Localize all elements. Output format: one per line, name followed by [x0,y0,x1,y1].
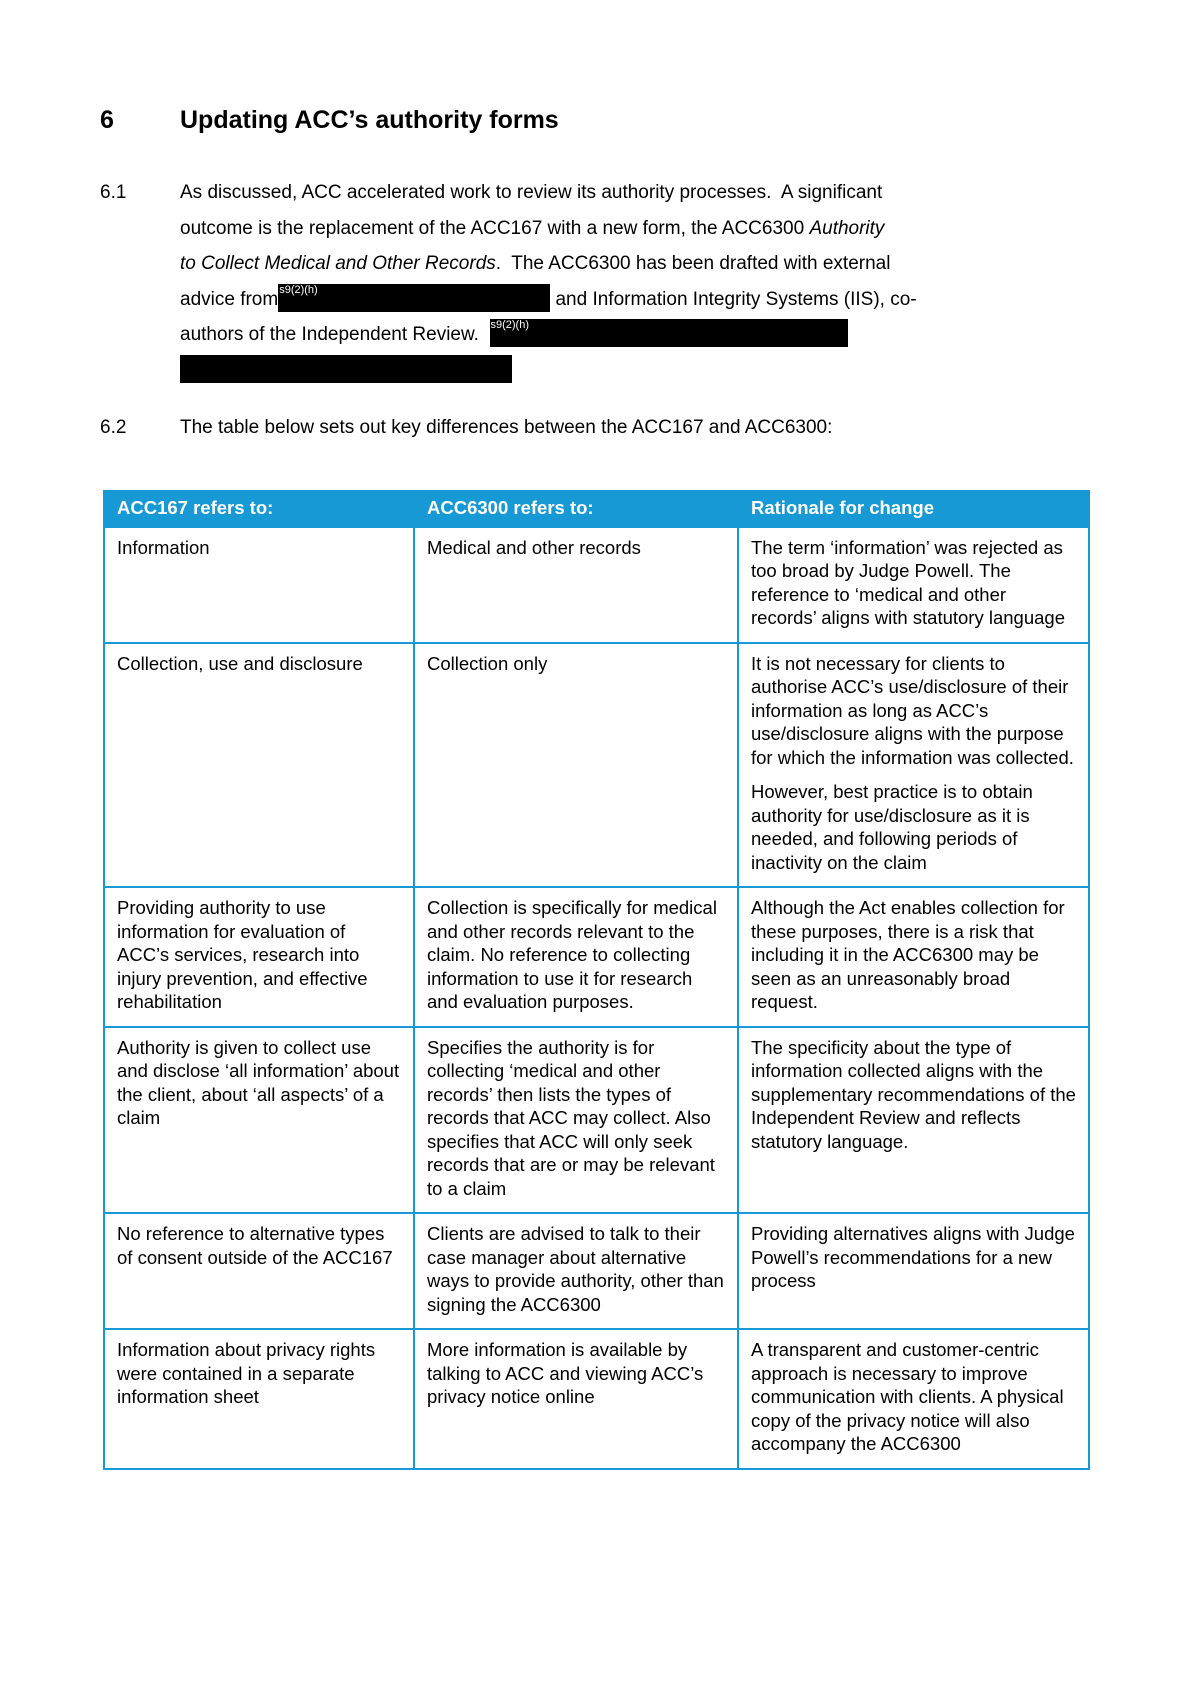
cell-paragraph: Specifies the authority is for collecting ‘medical and other records’ then lists the types of records that ACC may collect. Also specifies that ACC will only seek records that are or may be relevant to a claim [427,1036,715,1199]
table-cell [104,1027,414,1214]
cell-paragraph: The term ‘information’ was rejected as too broad by Judge Powell. The reference to ‘medical and other records’ aligns with statutory language [751,536,1065,628]
table-header-cell: Rationale for change [738,491,1089,527]
comparison-table [103,490,1090,1470]
section-heading [100,106,1190,135]
redaction-bar [490,319,848,347]
redaction-bar [278,284,550,312]
paragraph-6-1-content [180,175,917,388]
table-cell [104,887,414,1027]
cell-paragraph: A transparent and customer-centric approach is necessary to improve communication with clients. A physical copy of the privacy notice will also accompany the ACC6300 [751,1339,1064,1454]
cell-paragraph: No reference to alternative types of consent outside of the ACC167 [117,1223,393,1268]
paragraph-6-2 [100,410,1190,446]
cell-paragraph: The specificity about the type of information collected aligns with the supplementary recommendations of the Independent Review and reflects statutory language. [751,1036,1076,1152]
table-header-cell: ACC6300 refers to: [414,491,738,527]
paragraph-line: advice from s9(2)(h) and Information Integrity Systems (IIS), co- [180,283,917,310]
redaction-bar [180,355,512,383]
paragraph-6-1-number: 6.1 [100,182,127,203]
section-number: 6 [100,106,114,134]
table-row [104,1329,1089,1469]
table-row [104,643,1089,888]
cell-paragraph: Information about privacy rights were contained in a separate information sheet [117,1339,376,1407]
table-row [104,527,1089,643]
paragraph-line: to Collect Medical and Other Records. The ACC6300 has been drafted with external [180,253,891,274]
table-cell [414,643,738,888]
table-header-cell: ACC167 refers to: [104,491,414,527]
table-row [104,1213,1089,1329]
table-row [104,887,1089,1027]
cell-paragraph: More information is available by talking to ACC and viewing ACC’s privacy notice online [427,1339,704,1407]
table-cell [738,527,1089,643]
paragraph-line [180,353,917,389]
cell-paragraph: Collection only [427,652,548,674]
paragraph-line: authors of the Independent Review. s9(2)(h) [180,317,917,353]
redaction-exemption-label: s9(2)(h) [490,319,530,331]
paragraph-6-1 [100,175,1190,388]
cell-paragraph: Providing authority to use information for evaluation of ACC’s services, research into injury prevention, and effective rehabilitation [117,897,368,1012]
table-body [104,527,1089,1469]
table-cell [738,1329,1089,1469]
table-cell [738,1213,1089,1329]
paragraph-line: As discussed, ACC accelerated work to review its authority processes. A significant [180,182,883,203]
table-cell [414,527,738,643]
table-header-row [104,491,1089,527]
cell-paragraph: However, best practice is to obtain authority for use/disclosure as it is needed, and following periods of inactivity on the claim [751,781,1033,873]
italic-text: Authority [809,217,885,239]
cell-paragraph: Clients are advised to talk to their case manager about alternative ways to provide authority, other than signing the ACC6300 [427,1223,724,1315]
cell-paragraph: Information [117,536,210,558]
table-cell [738,887,1089,1027]
table-row [104,1027,1089,1214]
paragraph-6-2-number: 6.2 [100,417,127,438]
cell-paragraph: Collection, use and disclosure [117,652,363,674]
cell-paragraph: Authority is given to collect use and disclose ‘all information’ about the client, about ‘all aspects’ of a claim [117,1036,400,1128]
table-cell [104,527,414,643]
paragraph-line: outcome is the replacement of the ACC167 with a new form, the ACC6300 Authority [180,217,885,239]
section-title: Updating ACC’s authority forms [180,106,559,134]
table-cell [414,1213,738,1329]
table-cell [104,1329,414,1469]
cell-paragraph: Although the Act enables collection for these purposes, there is a risk that including it in the ACC6300 may be seen as an unreasonably broad request. [751,897,1065,1012]
cell-paragraph: It is not necessary for clients to authorise ACC’s use/disclosure of their information as long as ACC’s use/disclosure aligns with the purpose for which the information was collected. [751,652,1074,768]
table-cell [738,643,1089,888]
cell-paragraph: Providing alternatives aligns with Judge Powell’s recommendations for a new process [751,1223,1075,1291]
italic-text: to Collect Medical and Other Records [180,253,496,274]
table-cell [738,1027,1089,1214]
redaction-exemption-label: s9(2)(h) [279,283,318,296]
paragraph-6-2-text: The table below sets out key differences between the ACC167 and ACC6300: [180,417,833,438]
table-cell [104,1213,414,1329]
table-cell [104,643,414,888]
table-cell [414,1027,738,1214]
table-cell [414,1329,738,1469]
cell-paragraph: Medical and other records [427,536,641,558]
table-cell [414,887,738,1027]
cell-paragraph: Collection is specifically for medical and other records relevant to the claim. No reference to collecting information to use it for research and evaluation purposes. [427,897,717,1012]
